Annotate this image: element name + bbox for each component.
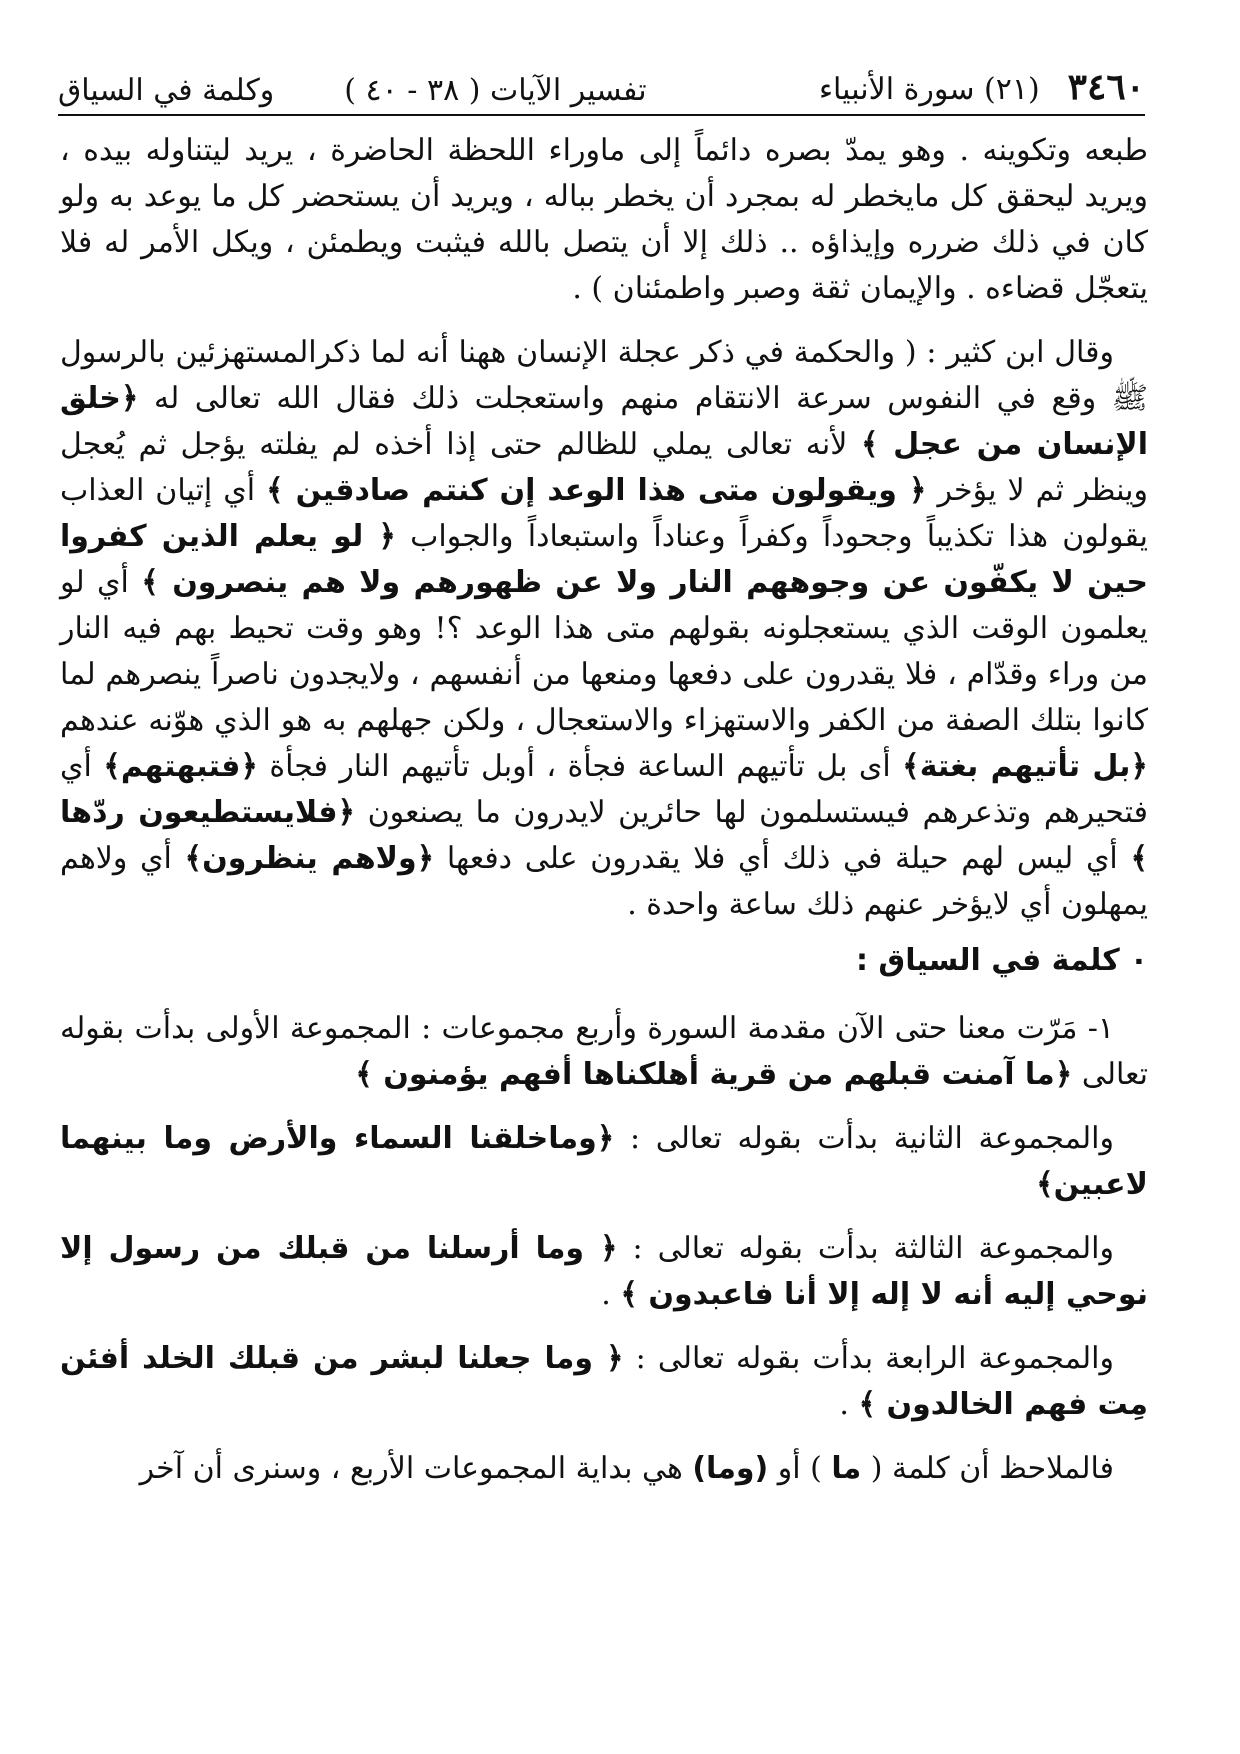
quran-verse: ﴿خلق الإنسان من عجل ﴾ (60, 381, 1148, 462)
quran-verse: ﴿وماخلقنا السماء والأرض وما بينهما لاعبين﴾ (60, 1121, 1148, 1202)
quran-verse: ﴿ ويقولون متى هذا الوعد إن كنتم صادقين ﴾ (266, 473, 927, 508)
text: والمجموعة الثانية بدأت بقوله تعالى : (614, 1121, 1115, 1156)
paragraph-ibn-kathir (60, 330, 1148, 928)
text: والمجموعة الثالثة بدأت بقوله تعالى : (617, 1231, 1114, 1266)
text: فالملاحظ أن كلمة ( (861, 1451, 1114, 1486)
quran-verse: ﴿ لو يعلم الذين كفروا حين لا يكفّون عن وجوههم النار ولا عن ظهورهم ولا هم ينصرون ﴾ (60, 519, 1148, 600)
section-title: كلمة في السياق : (855, 943, 1120, 978)
subsection-title: وكلمة في السياق (58, 73, 275, 108)
section-range: تفسير الآيات ( ٣٨ - ٤٠ ) (344, 73, 647, 108)
keyword: (وما) (692, 1451, 769, 1486)
text: لأنه تعالى يملي للظالم حتى إذا أخذه لم يفلته يؤجل ثم يُعجل وينظر ثم لا يؤخر (60, 427, 1149, 508)
section-heading (60, 938, 1148, 984)
text: . (601, 1277, 621, 1312)
page-body (60, 128, 1148, 1492)
list-item (60, 1446, 1148, 1492)
quran-verse: ﴿فتبهتهم﴾ (103, 749, 258, 784)
header-right (819, 66, 1145, 108)
bullet: ٠ (1129, 943, 1148, 978)
list-item (60, 1336, 1148, 1428)
text: أي فتحيرهم وتذعرهم فيستسلمون لها حائرين لايدرون ما يصنعون (60, 749, 1149, 830)
text: أى بل تأتيهم الساعة فجأة ، أوبل تأتيهم النار فجأة (257, 749, 903, 784)
header-left (58, 73, 647, 108)
keyword: ما (831, 1451, 862, 1486)
text: هي بداية المجموعات الأربع ، وسنرى أن آخر (139, 1451, 693, 1486)
text: ١- مَرّت معنا حتى الآن مقدمة السورة وأربع مجموعات : المجموعة الأولى بدأت بقوله تعالى (60, 1011, 1148, 1092)
running-header (58, 52, 1145, 116)
page-number: ٣٤٦٠ (1067, 66, 1145, 108)
quran-verse: ﴿ما آمنت قبلهم من قرية أهلكناها أفهم يؤمنون ﴾ (355, 1057, 1073, 1092)
list-item (60, 1006, 1148, 1098)
text: وقال ابن كثير : ( والحكمة في ذكر عجلة الإنسان ههنا أنه لما ذكرالمستهزئين بالرسول ﷺ وقع في النفوس سرعة الانتقام منهم واستعجلت ذلك فقال الله تعالى له (60, 335, 1148, 416)
text: ) أو (768, 1451, 832, 1486)
list-item (60, 1226, 1148, 1318)
quran-verse: ﴿فلايستطيعون ردّها ﴾ (60, 795, 1149, 876)
text: أي إتيان العذاب يقولون هذا تكذيباً وجحوداً وكفراً وعناداً واستبعاداً والجواب (60, 473, 1148, 554)
surah-title: (٢١) سورة الأنبياء (818, 72, 1040, 107)
text: أي ليس لهم حيلة في ذلك أي فلا يقدرون على دفعها (434, 841, 1131, 876)
text: أي لو يعلمون الوقت الذي يستعجلونه بقولهم متى هذا الوعد ؟! وهو وقت تحيط بهم فيه النار من وراء وقدّام ، فلا يقدرون على دفعها ومنعها من أنفسهم ، ولايجدون ناصراً ينصرهم لما كانوا بتلك الصفة من الكفر والاستهزاء والاستعجال ، ولكن جهلهم به هو الذي هوّنه عندهم (60, 565, 1148, 738)
text: أي ولاهم يمهلون أي لايؤخر عنهم ذلك ساعة واحدة . (60, 841, 1148, 922)
list-item (60, 1116, 1148, 1208)
quran-verse: ﴿ وما أرسلنا من قبلك من رسول إلا نوحي إليه أنه لا إله إلا أنا فاعبدون ﴾ (60, 1231, 1148, 1312)
quran-verse: ﴿بل تأتيهم بغتة﴾ (902, 749, 1148, 784)
text: . (839, 1387, 859, 1422)
text: والمجموعة الرابعة بدأت بقوله تعالى : (623, 1341, 1115, 1376)
paragraph: طبعه وتكوينه . وهو يمدّ بصره دائماً إلى ماوراء اللحظة الحاضرة ، يريد ليتناوله بيده ، ويريد ليحقق كل مايخطر له بمجرد أن يخطر بباله ، ويريد أن يستحضر كل ما يوعد به ولو كان في ذلك ضرره وإيذاؤه .. ذلك إلا أن يتصل بالله فيثبت ويطمئن ، ويكل الأمر له فلا يتعجّل قضاءه . والإيمان ثقة وصبر واطمئنان ) . (60, 133, 1148, 306)
quran-verse: ﴿ وما جعلنا لبشر من قبلك الخلد أفئن مِت فهم الخالدون ﴾ (60, 1341, 1148, 1422)
quran-verse: ﴿ولاهم ينظرون﴾ (184, 841, 435, 876)
